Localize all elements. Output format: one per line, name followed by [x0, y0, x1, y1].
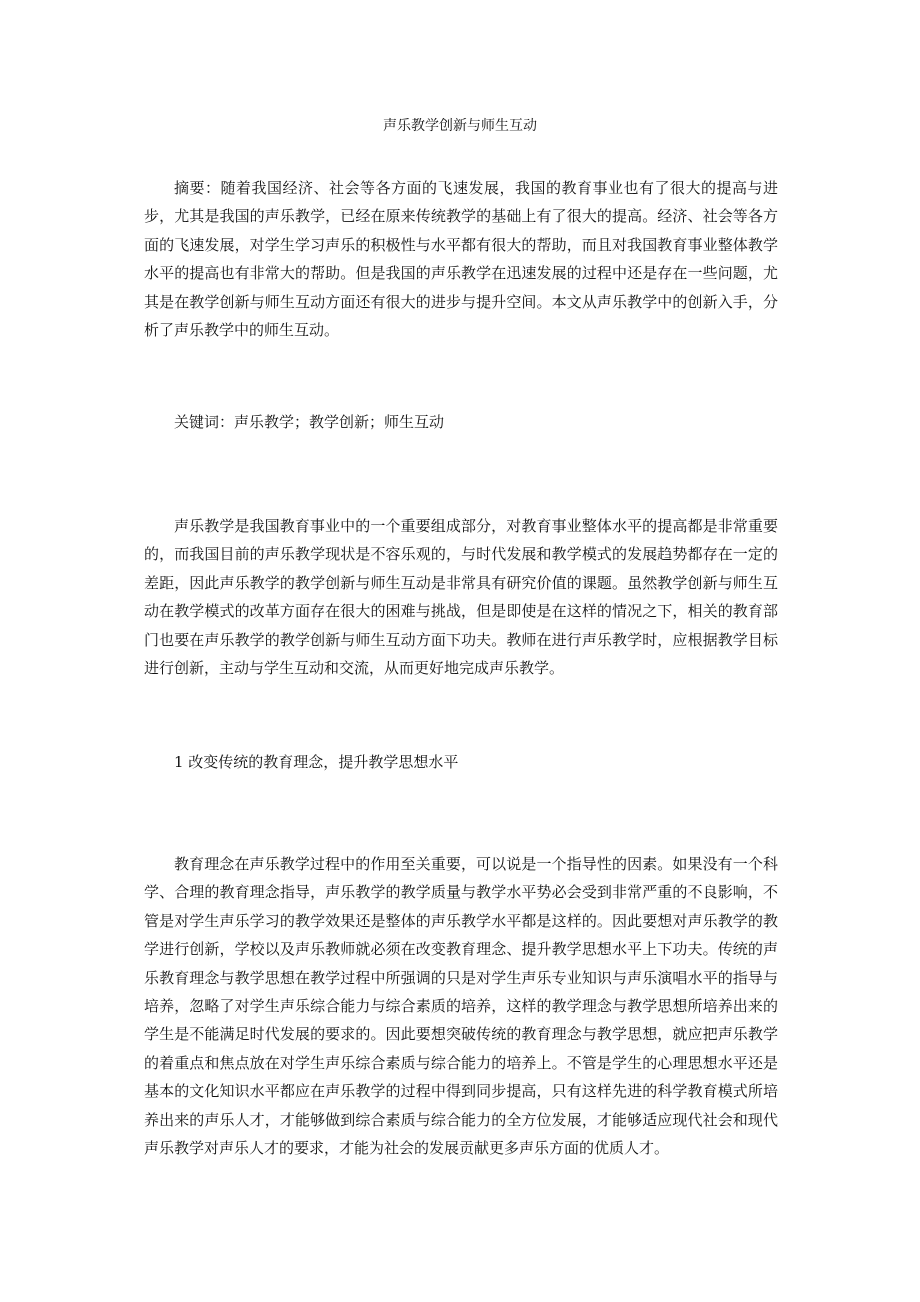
document-title: 声乐教学创新与师生互动	[383, 118, 537, 134]
abstract-paragraph: 摘要：随着我国经济、社会等各方面的飞速发展，我国的教育事业也有了很大的提高与进步，尤其是我国的声乐教学，已经在原来传统教学的基础上有了很大的提高。经济、社会等各方面的飞速发展，对学生学习声乐的积极性与水平都有很大的帮助，而且对我国教育事业整体教学水平的提高也有非常大的帮助。但是我国的声乐教学在迅速发展的过程中还是存在一些问题，尤其是在教学创新与师生互动方面还有很大的进步与提升空间。本文从声乐教学中的创新入手，分析了声乐教学中的师生互动。	[144, 179, 778, 340]
intro-paragraph: 声乐教学是我国教育事业中的一个重要组成部分，对教育事业整体水平的提高都是非常重要的，而我国目前的声乐教学现状是不容乐观的，与时代发展和教学模式的发展趋势都存在一定的差距，因此声乐教学的教学创新与师生互动是非常具有研究价值的课题。虽然教学创新与师生互动在教学模式的改革方面存在很大的困难与挑战，但是即使是在这样的情况之下，相关的教育部门也要在声乐教学的教学创新与师生互动方面下功夫。教师在进行声乐教学时，应根据教学目标进行创新，主动与学生互动和交流，从而更好地完成声乐教学。	[144, 517, 778, 678]
section-body-1: 教育理念在声乐教学过程中的作用至关重要，可以说是一个指导性的因素。如果没有一个科学、合理的教育理念指导，声乐教学的教学质量与教学水平势必会受到非常严重的不良影响，不管是对学生声乐学习的教学效果还是整体的声乐教学水平都是这样的。因此要想对声乐教学的教学进行创新，学校以及声乐教师就必须在改变教育理念、提升教学思想水平上下功夫。传统的声乐教育理念与教学思想在教学过程中所强调的只是对学生声乐专业知识与声乐演唱水平的指导与培养，忽略了对学生声乐综合能力与综合素质的培养，这样的教学理念与教学思想所培养出来的学生是不能满足时代发展的要求的。因此要想突破传统的教育理念与教学思想，就应把声乐教学的着重点和焦点放在对学生声乐综合素质与综合能力的培养上。不管是学生的心理思想水平还是基本的文化知识水平都应在声乐教学的过程中得到同步提高，只有这样先进的科学教育模式所培养出来的声乐人才，才能够做到综合素质与综合能力的全方位发展，才能够适应现代社会和现代声乐教学对声乐人才的要求，才能为社会的发展贡献更多声乐方面的优质人才。	[144, 855, 778, 1158]
keywords-paragraph: 关键词：声乐教学；教学创新；师生互动	[174, 413, 445, 431]
section-heading-1: 1 改变传统的教育理念，提升教学思想水平	[174, 753, 459, 771]
